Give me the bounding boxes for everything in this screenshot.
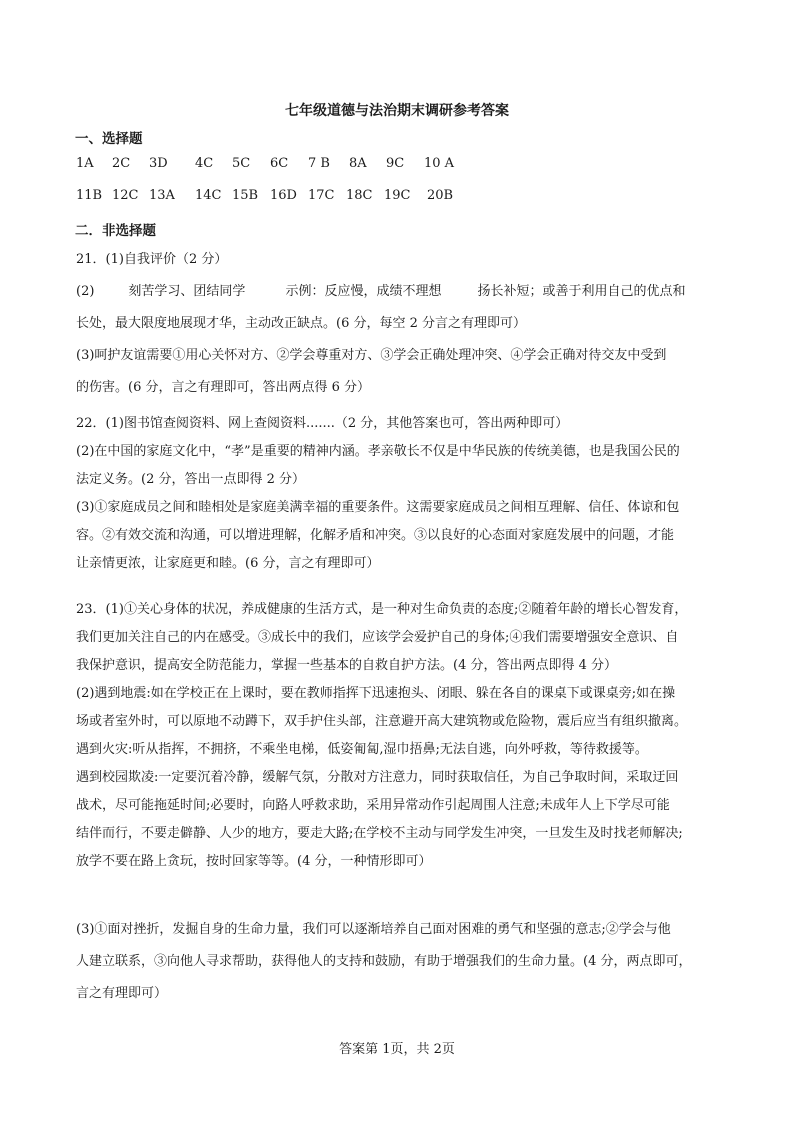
q23-part3-line2: 人建立联系，③向他人寻求帮助，获得他人的支持和鼓励，有助于增强我们的生命力量。(4 分，两点即可， [76,954,692,969]
q23-part1-line3: 我保护意识，提高安全防范能力，掌握一些基本的自救自护方法。(4 分，答出两点即得 4 分） [76,658,618,673]
q23-part2-line1: (2)遇到地震:如在学校正在上课时，要在教师指挥下迅速抱头、闭眼、躲在各自的课桌下或课桌旁;如在操 [76,686,676,701]
q22-part3-line1: (3)①家庭成员之间和睦相处是家庭美满幸福的重要条件。这需要家庭成员之间相互理解、信任、体谅和包 [76,500,680,515]
q21-part2-blank3: 扬长补短；或善于利用自己的优点和 [477,284,686,299]
question-23 [76,596,721,876]
q21-part2-line1 [76,276,721,308]
mc-answer: 1A [76,156,94,171]
q21-part2-blank1: 刻苦学习、团结同学 [128,284,246,299]
q22-part3-line3: 让亲情更浓，让家庭更和睦。(6 分，言之有理即可） [76,556,380,571]
q21-part1: 21．(1)自我评价（2 分） [76,252,228,267]
mc-answer-row-1 [76,156,716,174]
q21-part2-label: (2) [76,284,95,299]
mc-answer: 20B [427,188,454,203]
mc-answer-row-2 [76,188,716,206]
page-footer: 答案第 1页，共 2页 [339,1042,455,1057]
q23-part2-line6: 结伴而行，不要走僻静、人少的地方，要走大路;在学校不主动与同学发生冲突，一旦发生及时找老师解决; [76,826,683,841]
mc-answer: 4C [195,156,214,171]
mc-answer: 13A [149,188,175,203]
q23-part2-line3: 遇到火灾:听从指挥，不拥挤，不乘坐电梯，低姿匍匐,湿巾捂鼻;无法自逃，向外呼救，等待救援等。 [76,742,648,757]
mc-answer: 10 A [424,156,455,171]
mc-answer: 19C [384,188,411,203]
mc-answer: 11B [76,188,103,203]
question-22 [76,410,721,578]
mc-answer: 18C [346,188,373,203]
mc-answer: 3D [149,156,168,171]
q23-part2-line7: 放学不要在路上贪玩，按时回家等等。(4 分，一种情形即可） [76,854,432,869]
q22-part2-line1: (2)在中国的家庭文化中，“孝”是重要的精神内涵。孝亲敬长不仅是中华民族的传统美德，也是我国公民的 [76,444,680,459]
section-heading-choice: 一、选择题 [75,131,143,147]
page-title: 七年级道德与法治期末调研参考答案 [285,103,509,119]
q21-part2-line2: 长处，最大限度地展现才华，主动改正缺点。(6 分，每空 2 分言之有理即可） [76,316,527,331]
q21-part2-blank2: 示例：反应慢，成绩不理想 [285,284,442,299]
section-heading-nonchoice: 二．非选择题 [75,223,156,239]
mc-answer: 5C [232,156,251,171]
q23-part2-line2: 场或者室外时，可以原地不动蹲下，双手护住头部，注意避开高大建筑物或危险物，震后应当有组织撤离。 [76,714,688,729]
q22-part3-line2: 容。②有效交流和沟通，可以增进理解，化解矛盾和冲突。③以良好的心态面对家庭发展中的问题，才能 [76,528,675,543]
question-23-part3 [76,914,721,1010]
mc-answer: 17C [308,188,335,203]
question-21 [76,244,721,404]
q22-part2-line2: 法定义务。(2 分，答出一点即得 2 分） [76,472,306,487]
q23-part2-line4: 遇到校园欺凌:一定要沉着冷静，缓解气氛，分散对方注意力，同时获取信任，为自己争取时间，采取迂回 [76,770,679,785]
q23-part3-line3: 言之有理即可） [76,986,168,1001]
mc-answer: 14C [195,188,222,203]
q23-part2-line5: 战术，尽可能拖延时间;必要时，向路人呼救求助，采用异常动作引起周围人注意;未成年人上下学尽可能 [76,798,670,813]
q21-part3-line2: 的伤害。(6 分，言之有理即可，答出两点得 6 分） [76,380,371,395]
q22-part1: 22．(1)图书馆查阅资料、网上查阅资料.......（2 分，其他答案也可，答出两种即可） [76,416,569,431]
q23-part1-line1: 23．(1)①关心身体的状况，养成健康的生活方式，是一种对生命负责的态度;②随着年龄的增长心智发育， [76,602,688,617]
mc-answer: 6C [270,156,289,171]
q21-part3-line1: (3)呵护友谊需要①用心关怀对方、②学会尊重对方、③学会正确处理冲突、④学会正确对待交友中受到 [76,348,667,363]
mc-answer: 8A [349,156,367,171]
q23-part3-line1: (3)①面对挫折，发掘自身的生命力量，我们可以逐渐培养自己面对困难的勇气和坚强的意志;②学会与他 [76,922,671,937]
mc-answer: 7 B [308,156,330,171]
mc-answer: 9C [386,156,405,171]
mc-answer: 2C [112,156,131,171]
q23-part1-line2: 我们更加关注自己的内在感受。③成长中的我们，应该学会爱护自己的身体;④我们需要增强安全意识、自 [76,630,679,645]
mc-answer: 15B [232,188,259,203]
mc-answer: 12C [112,188,139,203]
mc-answer: 16D [270,188,297,203]
